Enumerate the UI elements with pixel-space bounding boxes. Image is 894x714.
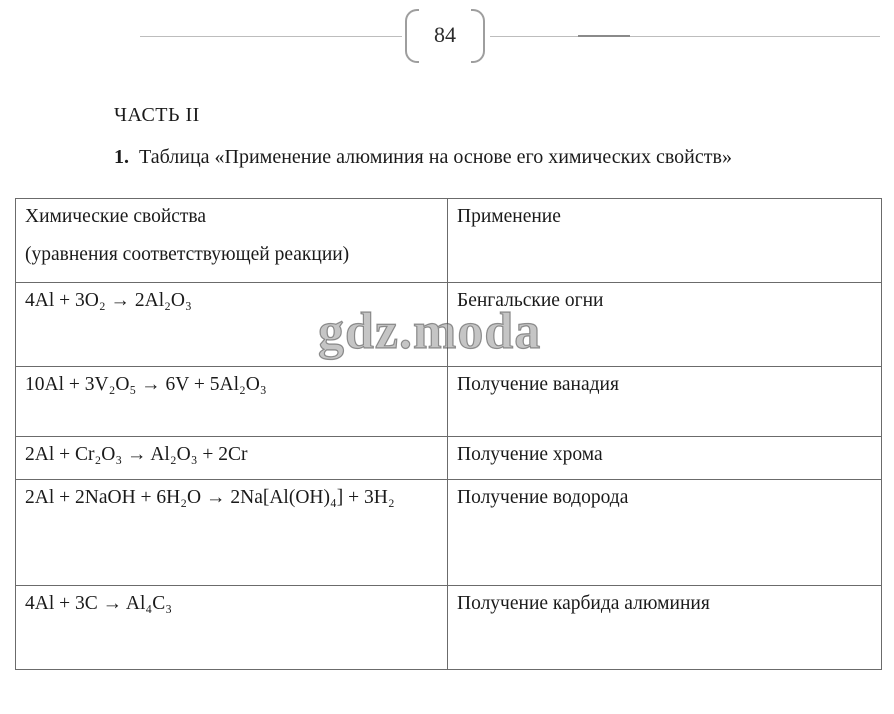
equation-cell: 10Al + 3V₂O₅ → 6V + 5Al₂O₃ bbox=[16, 367, 448, 437]
table-row bbox=[16, 437, 882, 480]
table-row bbox=[16, 480, 882, 586]
equation-cell: 2Al + 2NaOH + 6H₂O → 2Na[Al(OH)₄] + 3H₂ bbox=[16, 480, 448, 586]
header-rule-left bbox=[140, 36, 402, 37]
header-cell-properties bbox=[16, 199, 448, 283]
equation-cell: 2Al + Cr₂O₃ → Al₂O₃ + 2Cr bbox=[16, 437, 448, 480]
table-row bbox=[16, 367, 882, 437]
application-cell: Получение хрома bbox=[448, 437, 882, 480]
header-properties-label: Химические свойства bbox=[25, 206, 207, 227]
properties-table bbox=[15, 198, 882, 670]
section-title: ЧАСТЬ II bbox=[114, 104, 200, 126]
task-heading bbox=[114, 146, 732, 169]
equation-cell: 4Al + 3O₂ → 2Al₂O₃ bbox=[16, 283, 448, 367]
watermark-logo: gdz.moda bbox=[318, 303, 542, 360]
page-number: 84 bbox=[434, 22, 456, 47]
application-cell: Получение ванадия bbox=[448, 367, 882, 437]
header-cell-application bbox=[448, 199, 882, 283]
header-application-label: Применение bbox=[457, 206, 561, 227]
task-title: Таблица «Применение алюминия на основе его химических свойств» bbox=[139, 146, 732, 168]
header-rule-accent bbox=[578, 35, 630, 37]
task-number: 1. bbox=[114, 146, 129, 168]
page-number-frame bbox=[405, 9, 485, 63]
application-cell: Получение водорода bbox=[448, 480, 882, 586]
equation-cell: 4Al + 3C → Al₄C₃ bbox=[16, 586, 448, 670]
table-header-row bbox=[16, 199, 882, 283]
application-cell: Бенгальские огни bbox=[448, 283, 882, 367]
table-row bbox=[16, 586, 882, 670]
application-cell: Получение карбида алюминия bbox=[448, 586, 882, 670]
table-row bbox=[16, 283, 882, 367]
header-rule-right bbox=[490, 36, 880, 37]
header-properties-sublabel: (уравнения соответствующей реакции) bbox=[25, 244, 350, 265]
